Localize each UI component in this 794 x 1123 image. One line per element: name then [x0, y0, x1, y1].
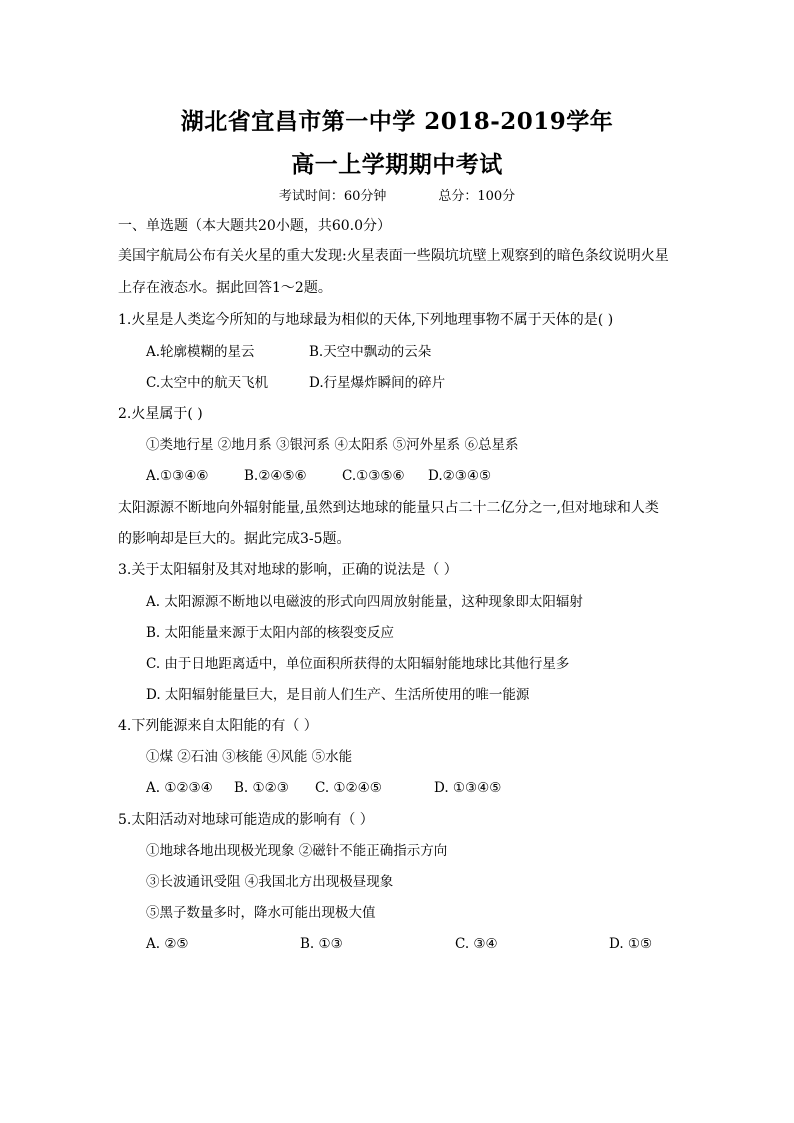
q1-stem: 1.火星是人类迄今所知的与地球最为相似的天体,下列地理事物不属于天体的是( ): [118, 312, 614, 328]
q5-option-a: A. ②⑤: [146, 936, 189, 952]
passage2-line1: 太阳源源不断地向外辐射能量,虽然到达地球的能量只占二十二亿分之一,但对地球和人类: [118, 500, 659, 516]
q3-option-b: B. 太阳能量来源于太阳内部的核裂变反应: [146, 625, 395, 641]
q3-stem: 3.关于太阳辐射及其对地球的影响，正确的说法是（ ）: [118, 562, 458, 578]
q4-items: ①煤 ②石油 ③核能 ④风能 ⑤水能: [146, 749, 353, 765]
q4-option-a: A. ①②③④: [146, 780, 213, 796]
exam-time: 考试时间：60分钟: [278, 189, 387, 204]
q5-option-b: B. ①③: [300, 936, 343, 952]
passage1-line2: 上存在液态水。据此回答1～2题。: [118, 280, 332, 296]
section-heading: 一、单选题（本大题共20小题，共60.0分）: [118, 218, 391, 234]
q2-option-c: C.①③⑤⑥: [342, 468, 405, 484]
q5-stem: 5.太阳活动对地球可能造成的影响有（ ）: [118, 812, 374, 828]
exam-meta: [0, 185, 794, 204]
q4-option-b: B. ①②③: [234, 780, 289, 796]
q3-option-a: A. 太阳源源不断地以电磁波的形式向四周放射能量，这种现象即太阳辐射: [146, 594, 583, 610]
q2-option-d: D.②③④⑤: [428, 468, 492, 484]
q1-option-b: B.天空中飘动的云朵: [309, 344, 432, 360]
q3-option-d: D. 太阳辐射能量巨大，是目前人们生产、生活所使用的唯一能源: [146, 687, 530, 703]
q1-option-a: A.轮廓模糊的星云: [146, 344, 255, 360]
passage2-line2: 的影响却是巨大的。据此完成3-5题。: [118, 531, 351, 547]
q3-option-c: C. 由于日地距离适中，单位面积所获得的太阳辐射能地球比其他行星多: [146, 656, 570, 672]
q4-option-d: D. ①③④⑤: [434, 780, 502, 796]
q1-option-c: C.太空中的航天飞机: [146, 375, 269, 391]
q2-stem: 2.火星属于( ): [118, 406, 203, 422]
q2-items: ①类地行星 ②地月系 ③银河系 ④太阳系 ⑤河外星系 ⑥总星系: [146, 437, 519, 453]
q2-option-a: A.①③④⑥: [146, 468, 209, 484]
q1-option-d: D.行星爆炸瞬间的碎片: [309, 375, 446, 391]
q5-option-c: C. ③④: [455, 936, 498, 952]
q5-option-d: D. ①⑤: [609, 936, 653, 952]
passage1-line1: 美国宇航局公布有关火星的重大发现:火星表面一些陨坑坑壁上观察到的暗色条纹说明火星: [118, 248, 669, 264]
q4-stem: 4.下列能源来自太阳能的有（ ）: [118, 718, 318, 734]
exam-title-line1: 湖北省宜昌市第一中学 2018-2019学年: [180, 108, 614, 135]
q5-items-line2: ③长波通讯受阻 ④我国北方出现极昼现象: [146, 874, 394, 890]
q4-option-c: C. ①②④⑤: [315, 780, 382, 796]
q5-items-line3: ⑤黑子数量多时，降水可能出现极大值: [146, 905, 376, 921]
q5-items-line1: ①地球各地出现极光现象 ②磁针不能正确指示方向: [146, 843, 448, 859]
exam-title-line2: 高一上学期期中考试: [291, 151, 503, 178]
exam-total-score: 总分：100分: [438, 189, 516, 204]
q2-option-b: B.②④⑤⑥: [244, 468, 307, 484]
